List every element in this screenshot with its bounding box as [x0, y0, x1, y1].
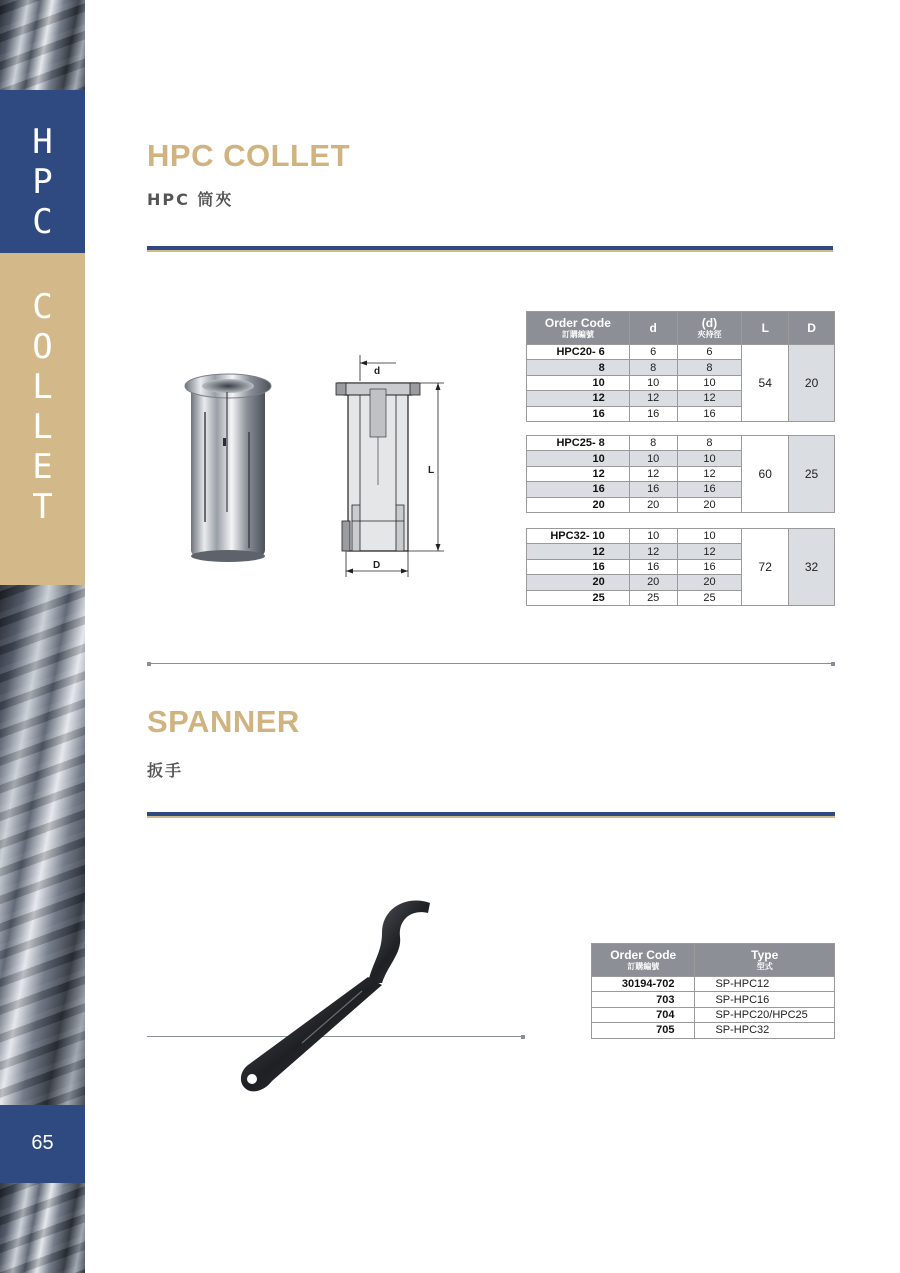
- table-row: 20 20 20: [527, 575, 835, 590]
- table-row: 16 16 16: [527, 406, 835, 421]
- diameter-value: 20: [789, 345, 835, 422]
- table-row: 20 20 20: [527, 497, 835, 512]
- length-value: 54: [742, 345, 789, 422]
- section-label-hpc: [0, 122, 85, 242]
- divider-end-right: [831, 662, 835, 666]
- table-row: 12 12 12: [527, 466, 835, 481]
- collet-title: HPC COLLET: [147, 138, 351, 173]
- header-type: Type 型式: [695, 944, 835, 977]
- length-value: 60: [742, 436, 789, 513]
- sidebar: [0, 0, 85, 1273]
- letter: O: [32, 327, 53, 367]
- section-rule-accent: [147, 816, 835, 818]
- metal-texture-middle: [0, 585, 85, 1105]
- table-row: HPC32- 10 10 10 72 32: [527, 529, 835, 544]
- spanner-subtitle: 扳手: [147, 761, 184, 780]
- header-d: d: [629, 312, 677, 345]
- letter: T: [32, 487, 53, 527]
- collet-spec-table-hpc32: [526, 528, 835, 606]
- section-label-collet: [0, 287, 85, 527]
- table-row: 704 SP-HPC20/HPC25: [592, 1007, 835, 1022]
- diameter-value: 32: [789, 529, 835, 606]
- table-row: HPC20- 6 6 6 54 20: [527, 345, 835, 360]
- metal-texture-bottom: [0, 1183, 85, 1273]
- spanner-title: SPANNER: [147, 704, 300, 739]
- letter: E: [32, 447, 53, 487]
- table-row: 16 16 16: [527, 482, 835, 497]
- collet-photo: [183, 372, 273, 562]
- header-L: L: [742, 312, 789, 345]
- hook-spanner-image: [232, 893, 442, 1103]
- header-order-code: Order Code 訂購編號: [527, 312, 630, 345]
- table-row: 8 8 8: [527, 360, 835, 375]
- length-value: 72: [742, 529, 789, 606]
- letter: P: [32, 162, 53, 202]
- drawing-label-d: d: [374, 366, 381, 377]
- table-row: HPC25- 8 8 8 60 25: [527, 436, 835, 451]
- header-clamping-d: (d) 夾持徑: [677, 312, 742, 345]
- table-row: 12 12 12: [527, 391, 835, 406]
- collet-spec-table-hpc20: [526, 311, 835, 422]
- letter: L: [32, 367, 53, 407]
- table-row: 10 10 10: [527, 375, 835, 390]
- table-row: 12 12 12: [527, 544, 835, 559]
- table-row: 25 25 25: [527, 590, 835, 605]
- page-number: 65: [31, 1132, 54, 1154]
- drawing-label-D: D: [373, 560, 381, 571]
- collet-drawing: [328, 355, 448, 577]
- header-D: D: [789, 312, 835, 345]
- table-row: 16 16 16: [527, 559, 835, 574]
- letter: H: [32, 122, 53, 162]
- drawing-label-L: L: [428, 465, 435, 476]
- collet-subtitle: HPC 筒夾: [147, 190, 234, 209]
- table-row: 703 SP-HPC16: [592, 992, 835, 1007]
- spanner-table: [591, 943, 835, 1039]
- table-row: 30194-702 SP-HPC12: [592, 977, 835, 992]
- wrench-baseline-end: [521, 1035, 525, 1039]
- table-row: 705 SP-HPC32: [592, 1023, 835, 1038]
- letter: C: [32, 202, 53, 242]
- diameter-value: 25: [789, 436, 835, 513]
- collet-spec-table-hpc25: [526, 435, 835, 513]
- letter: L: [32, 407, 53, 447]
- metal-texture-top: [0, 0, 85, 90]
- table-row: 10 10 10: [527, 451, 835, 466]
- section-divider: [150, 663, 832, 664]
- header-order-code: Order Code 訂購編號: [592, 944, 695, 977]
- letter: C: [32, 287, 53, 327]
- section-rule-accent: [147, 250, 833, 252]
